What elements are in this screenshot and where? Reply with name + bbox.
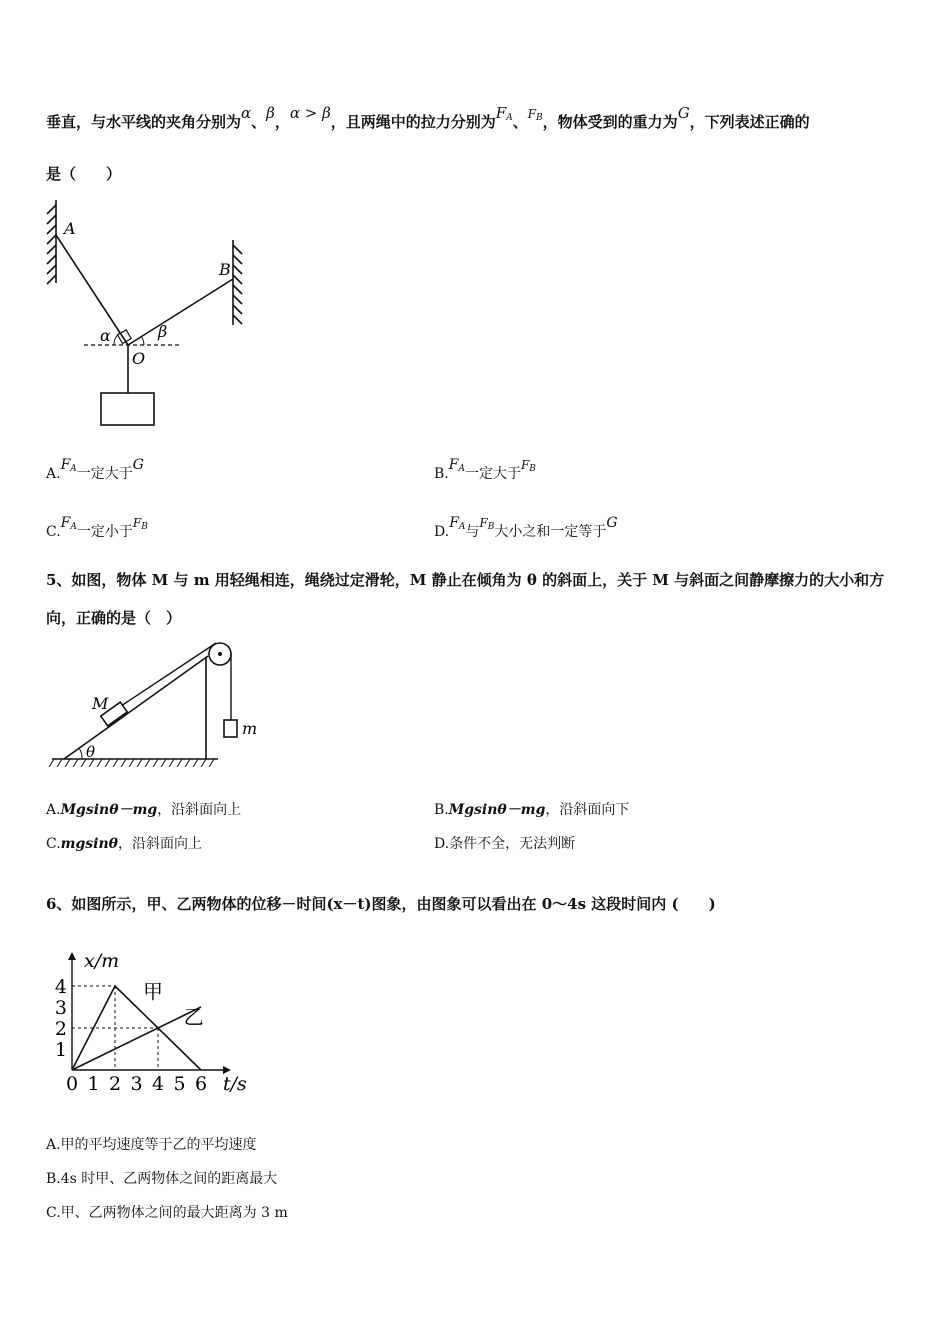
g-symbol: G xyxy=(677,104,690,122)
q4-sep-2: 、 xyxy=(512,113,528,131)
fb-letter: F xyxy=(132,516,142,530)
option-expr: Mgsinθ－mg xyxy=(60,802,158,818)
x-axis-label: t/s xyxy=(223,1073,247,1095)
hanging-box xyxy=(101,393,154,425)
option-text-2: 大小之和一定等于 xyxy=(494,524,607,540)
option-prefix: C. xyxy=(46,524,61,540)
q4-comma: ， xyxy=(274,113,290,131)
label-beta: β xyxy=(158,322,168,341)
fb-symbol xyxy=(479,516,494,530)
q5-stem-line1: 5、如图，物体 M 与 m 用轻绳相连，绳绕过定滑轮，M 静止在倾角为 θ 的斜面上，关于 M 与斜面之间静摩擦力的大小和方 xyxy=(46,571,885,589)
left-wall xyxy=(47,200,56,284)
x-tick-label: 5 xyxy=(173,1073,186,1095)
label-o: O xyxy=(132,349,146,368)
q6-stem: 6、如图所示，甲、乙两物体的位移－时间(x－t)图象，由图象可以看出在 0～4s 这段时间内 ( ) xyxy=(46,895,716,913)
option-prefix: D. xyxy=(434,836,450,852)
label-small-m: m xyxy=(242,719,258,738)
option-prefix: D. xyxy=(434,524,450,540)
fa-symbol xyxy=(61,457,77,473)
option-text: ，沿斜面向上 xyxy=(157,802,242,818)
fa-subscript: A xyxy=(70,522,77,532)
label-big-m: M xyxy=(92,694,109,713)
series-line-yi xyxy=(72,1007,201,1070)
pulley-axle xyxy=(218,652,222,656)
label-theta: θ xyxy=(86,743,96,761)
rope-to-pulley xyxy=(118,643,216,708)
x-tick-label: 2 xyxy=(108,1073,122,1095)
label-b: B xyxy=(219,260,231,279)
q4-option-d[interactable] xyxy=(434,515,618,546)
alpha-symbol: α xyxy=(241,104,252,122)
q5-option-b[interactable] xyxy=(434,800,629,820)
fa-letter: F xyxy=(448,457,459,473)
beta-symbol: β xyxy=(266,104,275,122)
right-wall xyxy=(233,240,242,325)
q6-option-b[interactable]: B.4s 时甲、乙两物体之间的距离最大 xyxy=(46,1171,278,1187)
g-symbol: G xyxy=(132,457,144,473)
label-a: A xyxy=(64,219,76,238)
q4-stem-line2: 是（ ） xyxy=(46,165,122,183)
fa-subscript: A xyxy=(506,113,513,123)
fa-subscript: A xyxy=(458,522,466,532)
option-text-1: 与 xyxy=(465,524,480,540)
fb-symbol xyxy=(521,458,536,472)
option-text: 一定小于 xyxy=(76,524,133,540)
q5-option-a[interactable] xyxy=(46,800,241,820)
y-tick-label: 1 xyxy=(54,1039,67,1061)
option-expr: Mgsinθ－mg xyxy=(448,802,546,818)
fb-symbol xyxy=(133,516,148,530)
block-small-m xyxy=(224,720,237,737)
g-symbol: G xyxy=(606,515,618,531)
fb-letter: F xyxy=(527,107,537,121)
x-tick-label: 1 xyxy=(87,1073,100,1095)
option-prefix: A. xyxy=(46,466,61,482)
option-expr: mgsinθ xyxy=(60,836,118,852)
q4-option-c[interactable] xyxy=(46,515,148,546)
fa-letter: F xyxy=(449,515,459,531)
q5-figure xyxy=(46,640,276,775)
option-text: 一定大于 xyxy=(76,466,133,482)
x-tick-label: 3 xyxy=(130,1073,143,1095)
option-prefix: B. xyxy=(434,802,449,818)
rope-ao xyxy=(56,235,128,345)
y-tick-label: 3 xyxy=(54,997,67,1019)
q4-option-a[interactable] xyxy=(46,457,144,488)
q4-stem-text-a: 垂直，与水平线的夹角分别为 xyxy=(46,113,242,131)
x-tick-label: 0 xyxy=(65,1073,79,1095)
q4-stem-line1 xyxy=(46,104,810,137)
y-tick-label: 2 xyxy=(54,1018,67,1040)
series-label-jia: 甲 xyxy=(142,979,163,1004)
q4-stem-text-d: ，下列表述正确的 xyxy=(689,113,810,131)
x-tick-label: 4 xyxy=(151,1073,165,1095)
fa-subscript: A xyxy=(70,464,77,474)
ground-hatching xyxy=(49,759,214,767)
option-prefix: C. xyxy=(46,836,61,852)
q6-option-c[interactable]: C.甲、乙两物体之间的最大距离为 3 m xyxy=(46,1205,288,1221)
q4-stem-text-c: ，物体受到的重力为 xyxy=(542,113,678,131)
fb-subscript: B xyxy=(536,113,543,123)
fa-letter: F xyxy=(60,515,71,531)
option-prefix: A. xyxy=(46,802,61,818)
fa-symbol xyxy=(61,515,77,531)
option-text: 一定大于 xyxy=(464,466,521,482)
fb-symbol xyxy=(528,107,543,121)
q5-stem-line2: 向，正确的是（ ） xyxy=(46,609,182,627)
q6-xt-chart xyxy=(46,928,266,1100)
q4-figure xyxy=(40,195,280,435)
option-text: 条件不全，无法判断 xyxy=(449,836,576,852)
option-text: ，沿斜面向下 xyxy=(545,802,630,818)
y-axis-arrow xyxy=(68,952,76,960)
option-prefix: B. xyxy=(434,466,449,482)
alpha-gt-beta: α > β xyxy=(289,104,331,122)
fb-subscript: B xyxy=(529,464,536,474)
beta-arc xyxy=(141,336,144,345)
q5-option-c[interactable] xyxy=(46,834,202,854)
fa-letter: F xyxy=(60,457,71,473)
series-label-yi: 乙 xyxy=(183,1004,204,1029)
fb-letter: F xyxy=(520,458,530,472)
fa-symbol xyxy=(449,515,465,531)
y-axis-label: x/m xyxy=(84,950,120,972)
rope-bo xyxy=(128,279,233,345)
q4-stem-text-b: ，且两绳中的拉力分别为 xyxy=(330,113,496,131)
q4-sep: 、 xyxy=(251,113,267,131)
q5-option-d[interactable] xyxy=(434,834,575,854)
fb-subscript: B xyxy=(487,522,495,532)
label-alpha: α xyxy=(100,326,111,345)
fa-symbol xyxy=(449,457,465,473)
fb-letter: F xyxy=(479,516,488,530)
theta-arc xyxy=(79,748,82,759)
fb-subscript: B xyxy=(141,522,148,532)
q4-option-b[interactable] xyxy=(434,457,536,488)
option-text: ，沿斜面向上 xyxy=(118,836,202,852)
fa-symbol xyxy=(496,104,513,122)
x-tick-label: 6 xyxy=(194,1073,208,1095)
q6-option-a[interactable]: A.甲的平均速度等于乙的平均速度 xyxy=(46,1137,257,1153)
fa-letter: F xyxy=(495,104,507,122)
y-tick-label: 4 xyxy=(54,976,67,998)
fa-subscript: A xyxy=(458,464,465,474)
